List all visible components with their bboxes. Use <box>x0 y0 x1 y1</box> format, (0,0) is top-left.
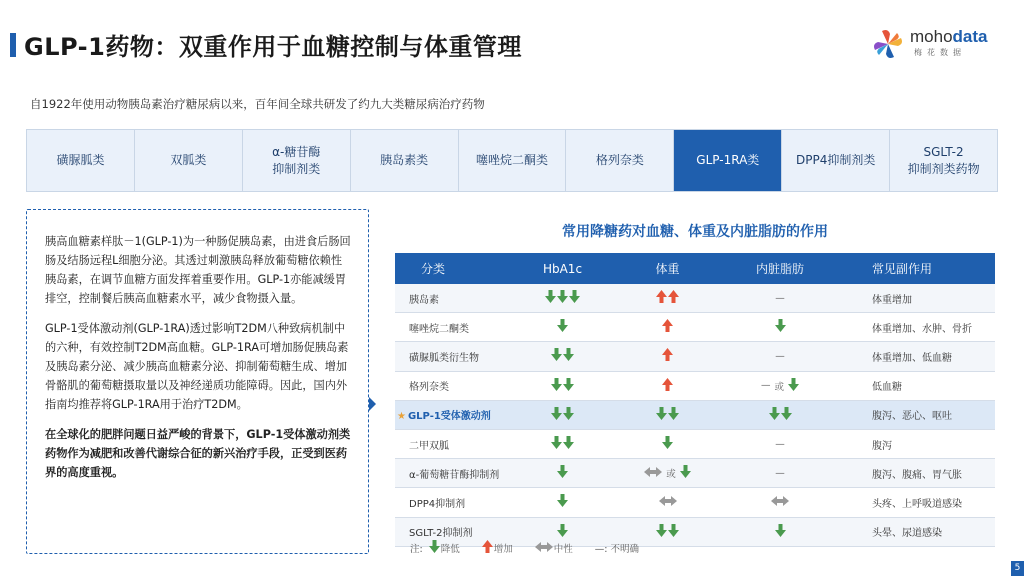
arrow-down-icon <box>551 378 562 394</box>
row-name: 胰岛素 <box>409 294 439 306</box>
legend-prefix: 注: <box>410 544 423 555</box>
row-weight <box>615 348 720 364</box>
row-side-effects: 体重增加、低血糖 <box>872 352 952 364</box>
drug-class-0: 磺脲胍类 <box>27 130 135 191</box>
table-header <box>395 253 995 284</box>
row-name: GLP-1受体激动剂 <box>407 411 491 423</box>
row-hba1c <box>510 524 615 540</box>
row-side-effects: 体重增加、水肿、骨折 <box>872 323 972 335</box>
arrow-down-icon <box>557 319 568 335</box>
row-hba1c <box>510 407 615 423</box>
table-title: 常用降糖药对血糖、体重及内脏脂肪的作用 <box>562 224 828 240</box>
arrow-down-icon <box>551 407 562 423</box>
arrow-down-icon <box>557 494 568 510</box>
description-paragraph: GLP-1受体激动剂(GLP-1RA)透过影响T2DM八种致病机制中的六种，有效控制T2DM高血糖。GLP-1RA可增加肠促胰岛素及胰岛素分泌、减少胰高血糖素分泌、抑制葡萄糖生成、增加骨骼肌的葡萄糖摄取量以及神经递质功能障碍。因此，国内外指南均推荐将GLP-1RA用于治疗T2DM。 <box>45 322 349 411</box>
unclear-dash: — <box>760 380 771 392</box>
header-visceral-fat: 内脏脂肪 <box>755 262 804 276</box>
row-hba1c <box>510 436 615 452</box>
row-name: 磺脲胍类衍生物 <box>409 352 479 364</box>
arrow-up-icon <box>668 290 679 306</box>
row-name: 噻唑烷二酮类 <box>409 323 469 335</box>
drug-class-strip <box>26 129 998 192</box>
arrow-down-icon <box>429 540 440 556</box>
logo-wordmark: mohodata <box>910 27 988 46</box>
table-row <box>395 401 995 430</box>
arrow-down-icon <box>557 524 568 540</box>
double-arrow-icon <box>659 496 677 509</box>
row-side-effects: 体重增加 <box>872 294 912 306</box>
row-category <box>395 524 510 539</box>
arrow-down-icon <box>662 436 673 452</box>
table-row <box>395 430 995 459</box>
or-text: 或 <box>666 469 676 481</box>
arrow-down-icon <box>563 348 574 364</box>
double-arrow-icon <box>535 542 553 555</box>
arrow-down-icon <box>563 378 574 394</box>
table-legend <box>410 540 639 556</box>
header-category: 分类 <box>421 262 446 276</box>
arrow-down-icon <box>563 407 574 423</box>
row-weight <box>615 378 720 394</box>
row-side-effects: 腹泻、恶心、呕吐 <box>872 411 952 423</box>
row-name: SGLT-2抑制剂 <box>409 528 473 540</box>
row-visceral-fat <box>720 351 840 362</box>
intro-text: 自1922年使用动物胰岛素治疗糖尿病以来，百年间全球共研发了约九大类糖尿病治疗药物 <box>30 97 485 111</box>
flower-logo-icon <box>872 28 904 60</box>
arrow-down-icon <box>668 407 679 423</box>
arrow-up-icon <box>482 540 493 556</box>
unclear-dash: — <box>775 438 785 450</box>
page-title: GLP-1药物：双重作用于血糖控制与体重管理 <box>24 33 522 61</box>
arrow-down-icon <box>557 290 568 306</box>
legend-neutral: 中性 <box>535 541 573 555</box>
row-visceral-fat <box>720 407 840 423</box>
description-highlight: 在全球化的肥胖问题日益严峻的背景下，GLP-1受体激动剂类药物作为减肥和改善代谢综合征的新兴治疗手段，正受到医药界的高度重视。 <box>45 428 351 479</box>
legend-dash: —: 不明确 <box>594 544 639 555</box>
row-name: DPP4抑制剂 <box>409 498 466 510</box>
row-category <box>395 495 510 510</box>
unclear-dash: — <box>775 292 785 304</box>
unclear-dash: — <box>775 467 785 479</box>
row-category <box>395 320 510 335</box>
description-paragraph: 胰高血糖素样肽－1(GLP-1)为一种肠促胰岛素，由进食后肠回肠及结肠远程L细胞分泌。其透过刺激胰岛释放葡萄糖依赖性胰岛素，在调节血糖方面发挥着重要作用。GLP-1亦能减缓胃排空，控制餐后胰高血糖素水平，减少食物摄入量。 <box>45 235 351 305</box>
row-side-effects: 低血糖 <box>872 382 902 394</box>
drug-class-8: SGLT-2 抑制剂类药物 <box>890 130 997 191</box>
arrow-down-icon <box>668 524 679 540</box>
row-category <box>395 349 510 364</box>
table-row <box>395 342 995 371</box>
row-weight <box>615 319 720 335</box>
header-side-effects: 常见副作用 <box>872 262 933 276</box>
arrow-down-icon <box>775 524 786 540</box>
arrow-down-icon <box>656 407 667 423</box>
row-category <box>395 437 510 452</box>
row-weight <box>615 496 720 509</box>
effects-table <box>395 253 995 547</box>
row-hba1c <box>510 319 615 335</box>
drug-class-3: 胰岛素类 <box>351 130 459 191</box>
row-visceral-fat <box>720 319 840 335</box>
arrow-down-icon <box>557 465 568 481</box>
arrow-down-icon <box>563 436 574 452</box>
row-side-effects: 腹泻、腹痛、胃气胀 <box>872 469 962 481</box>
row-category <box>395 466 510 481</box>
row-category <box>395 407 510 422</box>
row-name: α-葡萄糖苷酶抑制剂 <box>409 469 500 481</box>
row-name: 二甲双胍 <box>409 440 449 452</box>
header-hba1c: HbA1c <box>542 261 583 276</box>
page-number: 5 <box>1011 561 1024 576</box>
row-side-effects: 头晕、尿道感染 <box>872 528 942 540</box>
row-weight <box>615 524 720 540</box>
row-side-effects: 腹泻 <box>872 440 892 452</box>
row-visceral-fat <box>720 293 840 304</box>
arrow-up-icon <box>656 290 667 306</box>
title-accent-bar <box>10 33 16 57</box>
double-arrow-icon <box>771 496 789 509</box>
star-icon: ★ <box>397 411 406 423</box>
arrow-down-icon <box>551 436 562 452</box>
arrow-up-icon <box>662 319 673 335</box>
logo-subtitle: 梅花数据 <box>914 48 966 57</box>
row-weight <box>615 465 720 481</box>
row-hba1c <box>510 290 615 306</box>
pointer-arrow-icon <box>369 397 376 411</box>
arrow-up-icon <box>662 378 673 394</box>
drug-class-7: DPP4抑制剂类 <box>782 130 890 191</box>
row-weight <box>615 436 720 452</box>
drug-class-4: 噻唑烷二酮类 <box>459 130 567 191</box>
double-arrow-icon <box>644 467 662 480</box>
description-box <box>26 209 369 554</box>
row-weight <box>615 407 720 423</box>
row-hba1c <box>510 465 615 481</box>
row-visceral-fat <box>720 496 840 509</box>
row-name: 格列奈类 <box>409 382 449 394</box>
arrow-down-icon <box>769 407 780 423</box>
row-visceral-fat <box>720 378 840 394</box>
arrow-down-icon <box>680 465 691 481</box>
drug-class-1: 双胍类 <box>135 130 243 191</box>
row-visceral-fat <box>720 468 840 479</box>
arrow-down-icon <box>545 290 556 306</box>
or-text: 或 <box>774 381 784 393</box>
table-row <box>395 459 995 488</box>
legend-down: 降低 <box>429 540 460 556</box>
row-visceral-fat <box>720 439 840 450</box>
drug-class-6: GLP-1RA类 <box>674 130 782 191</box>
arrow-up-icon <box>662 348 673 364</box>
arrow-down-icon <box>551 348 562 364</box>
mohodata-logo <box>872 26 1002 60</box>
arrow-down-icon <box>569 290 580 306</box>
drug-class-2: α-糖苷酶 抑制剂类 <box>243 130 351 191</box>
table-body <box>395 284 995 547</box>
drug-class-5: 格列奈类 <box>566 130 674 191</box>
table-row <box>395 313 995 342</box>
row-category <box>395 291 510 306</box>
arrow-down-icon <box>788 378 799 394</box>
table-row <box>395 488 995 517</box>
row-hba1c <box>510 494 615 510</box>
row-visceral-fat <box>720 524 840 540</box>
row-hba1c <box>510 348 615 364</box>
table-row <box>395 284 995 313</box>
unclear-dash: — <box>775 350 785 362</box>
row-weight <box>615 290 720 306</box>
row-hba1c <box>510 378 615 394</box>
table-row <box>395 372 995 401</box>
header-weight: 体重 <box>655 262 680 276</box>
arrow-down-icon <box>775 319 786 335</box>
arrow-down-icon <box>781 407 792 423</box>
arrow-down-icon <box>656 524 667 540</box>
row-side-effects: 头疼、上呼吸道感染 <box>872 498 962 510</box>
legend-up: 增加 <box>482 540 513 556</box>
row-category <box>395 378 510 393</box>
